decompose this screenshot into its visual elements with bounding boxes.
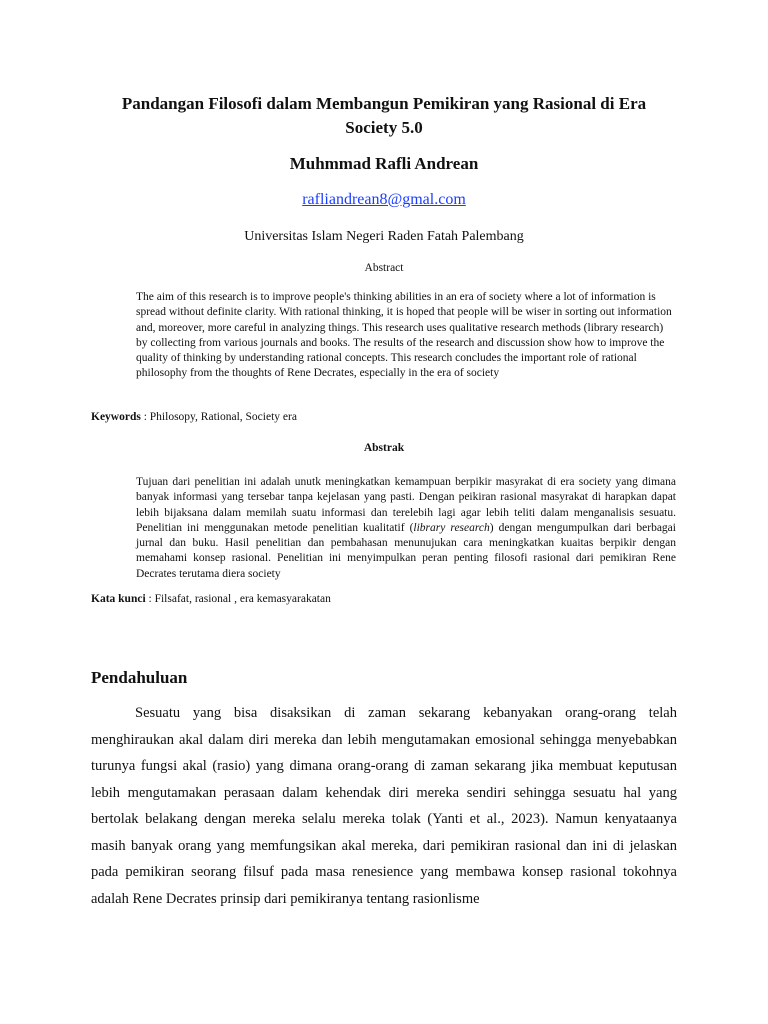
keywords-label: Keywords bbox=[91, 411, 141, 423]
keywords-line bbox=[91, 411, 297, 423]
section-heading-pendahuluan: Pendahuluan bbox=[91, 668, 188, 687]
author-name: Muhmmad Rafli Andrean bbox=[289, 154, 479, 173]
email-link[interactable]: rafliandrean8@gmal.com bbox=[302, 191, 466, 208]
abstrak-text-part1: Tujuan dari penelitian ini adalah unutk meningkatkan kemampuan berpikir masyrakat di era society yang dimana banyak informasi yang tersebar tanpa kejelasan yang pasti. Dengan peikiran rasional masyrakat di harapkan dapat lebih bijaksana dalam memilah suatu informasi dan terelebih lagi agar lebih teliti dalam menganalisis sesuatu. Penelitian ini menggunakan metode penelitian kualitatif ( bbox=[136, 476, 676, 534]
intro-paragraph: Sesuatu yang bisa disaksikan di zaman sekarang kebanyakan orang-orang telah menghiraukan akal dalam diri mereka dan lebih mengutamakan emosional sehingga menyebabkan turunya fungsi akal (rasio) yang dimana orang-orang di zaman sekarang jika membuat keputusan lebih mengutamakan perasaan dalam kehendak diri mereka sendiri sehingga sesuatu hal yang bertolak belakang dengan mereka selalu mereka tolak (Yanti et al., 2023). Namun kenyataanya masih banyak orang yang memfungsikan akal mereka, dari pemikiran rasional dan ini di jelaskan pada pemikiran seorang filsuf pada masa renesience yang membawa konsep rasional tokohnya adalah Rene Decrates prinsip dari pemikiranya tentang rasionlisme bbox=[91, 705, 677, 907]
abstrak-text-italic: library research bbox=[413, 521, 490, 534]
kata-kunci-label: Kata kunci bbox=[91, 593, 146, 605]
kata-kunci-line bbox=[91, 593, 331, 605]
keywords-values: : Philosopy, Rational, Society era bbox=[140, 411, 297, 423]
abstrak-text-part2: ) dengan mengumpulkan dari berbagai jurnal dan buku. Hasil penelitian dan pembahasan menunujukan cara meningkatkan kuaitas berpikir dengan memahami konsep rasional. Penelitian ini menyimpulkan peran penting filosofi rasional dari pemikiran Rene Decrates terutama diera society bbox=[136, 521, 676, 580]
abstract-heading: Abstract bbox=[364, 262, 404, 274]
author-email bbox=[0, 191, 768, 209]
affiliation: Universitas Islam Negeri Raden Fatah Palembang bbox=[244, 229, 524, 244]
abstrak-heading: Abstrak bbox=[363, 442, 405, 454]
abstrak-text bbox=[136, 475, 676, 582]
kata-kunci-values: : Filsafat, rasional , era kemasyarakatan bbox=[145, 593, 331, 605]
abstract-text: The aim of this research is to improve people's thinking abilities in an era of society where a lot of information is spread without definite clarity. With rational thinking, it is hoped that people will be wiser in sorting out information and, moreover, more careful in analyzing things. This research uses qualitative research methods (library research) by collecting from various journals and books. The results of the research and discussion show how to improve the quality of thinking by understanding rational concepts. This research concludes the important role of rational philosophy from the thoughts of Rene Decrates, especially in the era of society bbox=[136, 291, 672, 380]
paper-title: Pandangan Filosofi dalam Membangun Pemikiran yang Rasional di Era Society 5.0 bbox=[121, 94, 647, 137]
